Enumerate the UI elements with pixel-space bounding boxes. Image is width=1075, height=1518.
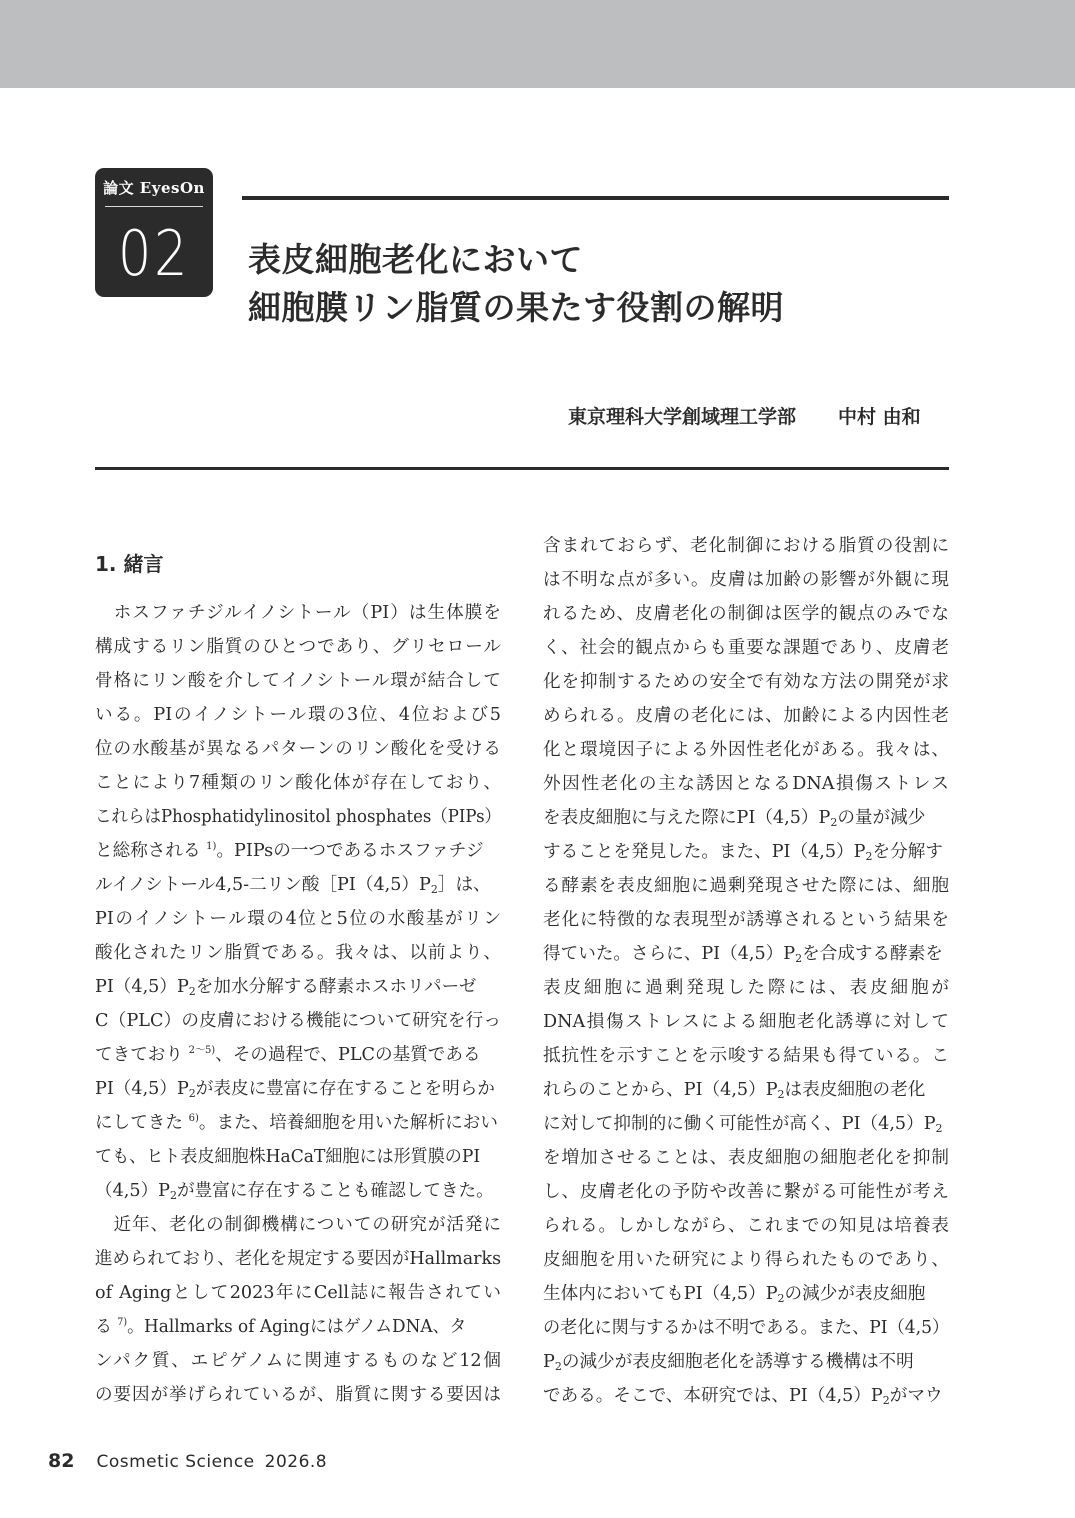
text-run: る: [95, 1317, 112, 1337]
text-segment: [543, 835, 943, 869]
text-run: てきており: [95, 1045, 183, 1065]
text-run: がマウ: [889, 1386, 943, 1406]
text-run: 。PIPsの一つであるホスファチジ: [216, 841, 484, 861]
text-run: の減少が表皮細胞: [784, 1284, 926, 1304]
text-line: [95, 1140, 501, 1174]
text-run: 、その過程で、PLCの基質である: [215, 1045, 481, 1065]
subscript: 2: [935, 1122, 943, 1135]
text-segment: [95, 1174, 494, 1208]
text-line: いる。PIのイノシトール環の3位、4位および5: [95, 705, 501, 725]
text-segment: [95, 868, 491, 902]
subscript: 2: [777, 1292, 785, 1305]
text-run: することを発見した。また、PI（4,5）P: [543, 842, 866, 862]
text-line: [543, 1073, 949, 1107]
text-run: 得ていた。さらに、PI（4,5）P: [543, 944, 796, 964]
subscript: 2: [830, 816, 838, 829]
text-line: [95, 1310, 501, 1344]
text-line: 含まれておらず、老化制御における脂質の役割に: [543, 536, 949, 556]
text-segment: ても、ヒト表皮細胞株HaCaT細胞には形質膜のPI: [95, 1147, 481, 1167]
text-line: of Agingとして2023年にCell誌に報告されてい: [95, 1283, 501, 1303]
text-line: 化と環境因子による外因性老化がある。我々は、: [543, 740, 949, 760]
text-segment: の老化に関与するかは不明である。また、PI（4,5）: [543, 1318, 950, 1338]
text-line: [95, 970, 501, 1004]
text-run: を合成する酵素を: [802, 944, 943, 964]
text-run: を加水分解する酵素ホスホリパーゼ: [195, 977, 477, 997]
text-line: [95, 1038, 501, 1072]
text-run: が表皮に豊富に存在することを明らか: [195, 1079, 495, 1099]
text-line: 表皮細胞に過剰発現した際には、表皮細胞が: [543, 978, 949, 998]
text-line: ことにより7種類のリン酸化体が存在しており、: [95, 773, 501, 793]
text-line: 近年、老化の制御機構についての研究が活発に: [95, 1215, 501, 1235]
text-run: PI（4,5）P: [95, 1079, 189, 1099]
text-line: 外因性老化の主な誘因となるDNA損傷ストレス: [543, 774, 949, 794]
text-line: [95, 1174, 501, 1208]
text-run: の量が減少: [837, 808, 926, 828]
text-run: の減少が表皮細胞老化を誘導する機構は不明: [561, 1352, 914, 1372]
reference-marker: 7): [117, 1317, 128, 1328]
text-line: [95, 834, 501, 868]
text-segment: [95, 1038, 481, 1072]
text-run: を分解す: [872, 842, 943, 862]
text-line: PIのイノシトール環の4位と5位の水酸基がリン: [95, 909, 501, 929]
text-line: [543, 835, 949, 869]
text-line: 化を抑制するための安全で有効な方法の開発が求: [543, 672, 949, 692]
text-line: 皮細胞を用いた研究により得られたものであり、: [543, 1250, 949, 1270]
subscript: 2: [430, 883, 438, 896]
subscript: 2: [777, 1088, 785, 1101]
subscript: 2: [865, 850, 873, 863]
text-line: は不明な点が多い。皮膚は加齢の影響が外観に現: [543, 570, 949, 590]
text-run: を表皮細胞に与えた際にPI（4,5）P: [543, 808, 831, 828]
text-run: 。また、培養細胞を用いた解析におい: [198, 1113, 498, 1133]
reference-marker: 2〜5): [188, 1045, 216, 1056]
title-line-2: 細胞膜リン脂質の果たす役割の解明: [248, 288, 784, 327]
text-run: は表皮細胞の老化: [784, 1080, 926, 1100]
page-footer: [48, 1450, 327, 1472]
text-segment: [95, 834, 484, 868]
text-segment: [543, 937, 943, 971]
title-rule: [242, 196, 949, 200]
text-line: れるため、皮膚老化の制御は医学的観点のみでな: [543, 604, 949, 624]
text-line: ホスファチジルイノシトール（PI）は生体膜を: [95, 603, 501, 623]
text-run: と総称される: [95, 841, 201, 861]
subscript: 2: [882, 1394, 890, 1407]
badge-number: 02: [117, 217, 191, 290]
series-badge: [95, 168, 213, 297]
text-line: DNA損傷ストレスによる細胞老化誘導に対して: [543, 1012, 949, 1032]
text-line: [95, 1072, 501, 1106]
text-segment: [543, 1379, 943, 1413]
badge-divider: [105, 206, 203, 207]
subscript: 2: [554, 1360, 562, 1373]
page-number: 82: [48, 1450, 75, 1472]
text-segment: [95, 1106, 498, 1140]
text-line: [95, 800, 501, 834]
badge-label: 論文 EyesOn: [103, 179, 205, 197]
text-line: く、社会的観点からも重要な課題であり、皮膚老: [543, 638, 949, 658]
text-segment: [543, 801, 925, 835]
text-run: れらのことから、PI（4,5）P: [543, 1080, 778, 1100]
journal-name: Cosmetic Science: [96, 1452, 255, 1472]
text-run: が豊富に存在することも確認してきた。: [177, 1181, 494, 1201]
text-segment: 進められており、老化を規定する要因がHallmarks: [95, 1249, 502, 1269]
text-line: 位の水酸基が異なるパターンのリン酸化を受ける: [95, 739, 501, 759]
text-line: 老化に特徴的な表現型が誘導されるという結果を: [543, 910, 949, 930]
text-line: [543, 1107, 949, 1141]
text-line: [543, 1311, 949, 1345]
text-line: 抵抗性を示すことを示唆する結果も得ている。こ: [543, 1046, 949, 1066]
text-line: し、皮膚老化の予防や改善に繋がる可能性が考え: [543, 1182, 949, 1202]
title-line-1: 表皮細胞老化において: [248, 240, 583, 279]
subscript: 2: [188, 985, 196, 998]
text-line: C（PLC）の皮膚における機能について研究を行っ: [95, 1011, 501, 1031]
subscript: 2: [170, 1189, 178, 1202]
text-line: の要因が挙げられているが、脂質に関する要因は: [95, 1385, 501, 1405]
text-line: [95, 868, 501, 902]
author-affiliation: 東京理科大学創域理工学部: [567, 406, 796, 428]
text-line: [95, 1242, 501, 1276]
text-line: [543, 1379, 949, 1413]
text-run: 。Hallmarks of AgingにはゲノムDNA、タ: [127, 1317, 467, 1337]
header-rule: [95, 467, 949, 470]
text-line: [543, 1277, 949, 1311]
subscript: 2: [188, 1087, 196, 1100]
text-line: 構成するリン脂質のひとつであり、グリセロール: [95, 637, 501, 657]
text-segment: これらはPhosphatidylinositol phosphates（PIPs）: [95, 807, 502, 827]
text-segment: [543, 1345, 914, 1379]
text-segment: [95, 1310, 466, 1344]
text-run: 生体内においてもPI（4,5）P: [543, 1284, 778, 1304]
text-line: [95, 1106, 501, 1140]
article-title: [248, 236, 938, 332]
text-line: を増加させることは、表皮細胞の細胞老化を抑制: [543, 1148, 949, 1168]
text-run: に対して抑制的に働く可能性が高く、PI（4,5）P: [543, 1114, 936, 1134]
text-segment: [95, 1072, 495, 1106]
text-line: [543, 937, 949, 971]
text-line: められる。皮膚の老化には、加齢による内因性老: [543, 706, 949, 726]
text-line: 骨格にリン酸を介してイノシトール環が結合して: [95, 671, 501, 691]
text-run: ルイノシトール4,5-二リン酸［PI（4,5）P: [95, 875, 431, 895]
text-run: PI（4,5）P: [95, 977, 189, 997]
text-segment: [543, 1277, 925, 1311]
text-run: である。そこで、本研究では、PI（4,5）P: [543, 1386, 883, 1406]
text-line: 酸化されたリン脂質である。我々は、以前より、: [95, 943, 501, 963]
text-segment: [543, 1107, 943, 1141]
text-line: ンパク質、エピゲノムに関連するものなど12個: [95, 1351, 501, 1371]
text-segment: [543, 1073, 925, 1107]
text-run: にしてきた: [95, 1113, 183, 1133]
right-column: [543, 529, 949, 1413]
author-name: 中村 由和: [838, 406, 921, 428]
text-line: [543, 1345, 949, 1379]
section-heading: 1. 緒言: [95, 552, 164, 576]
journal-issue: 2026.8: [264, 1452, 328, 1472]
text-line: [543, 801, 949, 835]
text-run: P: [543, 1352, 555, 1372]
subscript: 2: [795, 952, 803, 965]
reference-marker: 1): [206, 841, 217, 852]
text-run: ］は、: [437, 875, 491, 895]
text-run: （4,5）P: [95, 1181, 171, 1201]
text-segment: [95, 970, 476, 1004]
text-line: られる。しかしながら、これまでの知見は培養表: [543, 1216, 949, 1236]
text-line: る酵素を表皮細胞に過剰発現させた際には、細胞: [543, 876, 949, 896]
reference-marker: 6): [188, 1113, 199, 1124]
left-column: [95, 596, 501, 1412]
top-gray-band: [0, 0, 1075, 88]
